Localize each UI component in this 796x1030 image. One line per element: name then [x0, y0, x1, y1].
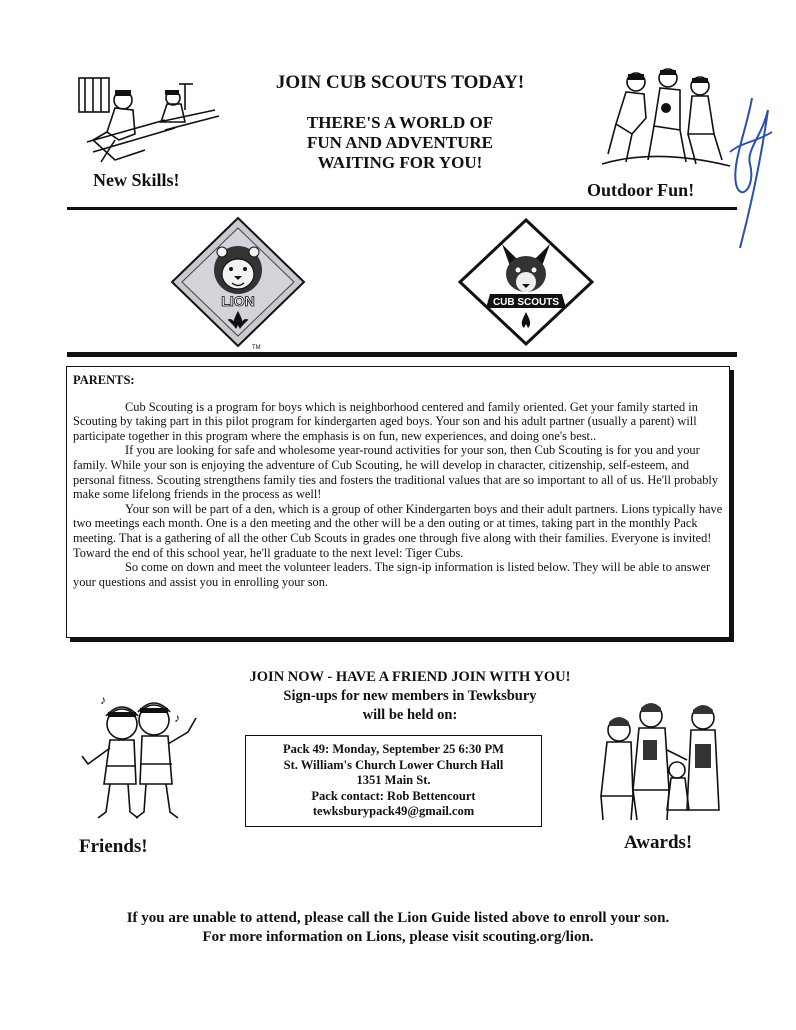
signup-email[interactable]: tewksburypack49@gmail.com — [312, 804, 475, 818]
parents-paragraph: So come on down and meet the volunteer leaders. The sign-ip information is listed below. They will be able to answer your questions and assist you in enrolling your son. — [73, 560, 711, 589]
headline: JOIN CUB SCOUTS TODAY! — [275, 72, 525, 93]
footer — [40, 909, 756, 947]
signup-date: Pack 49: Monday, September 25 6:30 PM — [283, 742, 504, 756]
join-now-line: Sign-ups for new members in Tewksbury — [283, 688, 537, 704]
join-now-block — [210, 668, 610, 725]
parents-paragraph: If you are looking for safe and wholesome year-round activities for your son, then Cub Scouting is for you and your family. While your son is enjoying the adventure of Cub Scouting, he will develop in character, citizenship, self-esteem, and personal fitness. Scouting strengthens family ties and fosters the traditional values that are so important to all of us. He'll probably make some lifelong friends in the process as well! — [73, 443, 719, 502]
svg-text:♪: ♪ — [100, 693, 106, 707]
friends-caption: Friends! — [79, 836, 148, 857]
parents-paragraph: Cub Scouting is a program for boys which is neighborhood centered and family oriented. Get your family started in Scouting by taking part in this pilot program for kindergarten aged boys. Your son and his adult partner (usually a parent) will participate together in this program where the emphasis is on fun, new experiences, and doing one's best.. — [73, 399, 698, 443]
handwritten-mark — [722, 92, 776, 252]
subhead-line: WAITING FOR YOU! — [317, 153, 483, 172]
friends-illustration — [70, 688, 210, 828]
new-skills-caption: New Skills! — [93, 170, 180, 190]
outdoor-fun-caption: Outdoor Fun! — [587, 180, 695, 200]
awards-illustration — [593, 700, 733, 822]
new-skills-illustration — [75, 70, 225, 170]
svg-text:♪: ♪ — [174, 711, 180, 725]
footer-line: For more information on Lions, please visit scouting.org/lion. — [202, 929, 594, 945]
join-now-line: JOIN NOW - HAVE A FRIEND JOIN WITH YOU! — [249, 669, 571, 685]
awards-caption: Awards! — [624, 832, 693, 853]
parents-box — [66, 366, 730, 638]
cub-scouts-badge — [456, 218, 596, 348]
top-rule — [67, 207, 737, 210]
lion-badge — [170, 216, 310, 350]
outdoor-fun-illustration — [596, 64, 736, 174]
cub-scouts-badge-label: CUB SCOUTS — [492, 297, 560, 308]
signup-address: 1351 Main St. — [356, 773, 431, 787]
join-now-line: will be held on: — [362, 707, 458, 723]
signup-location: St. William's Church Lower Church Hall — [283, 757, 504, 772]
section-rule — [67, 352, 737, 357]
signup-info-box — [245, 735, 542, 827]
subhead-line: THERE'S A WORLD OF — [306, 113, 494, 132]
signup-contact: Pack contact: Rob Bettencourt — [311, 788, 476, 803]
subhead-line: FUN AND ADVENTURE — [306, 133, 494, 152]
lion-badge-label: LION — [221, 293, 255, 309]
parents-title: PARENTS: — [73, 373, 135, 387]
lion-badge-tm: TM — [252, 345, 261, 351]
subhead — [250, 113, 550, 173]
footer-line: If you are unable to attend, please call the Lion Guide listed above to enroll your son. — [126, 910, 670, 926]
parents-paragraph: Your son will be part of a den, which is a group of other Kindergarten boys and their adult partners. Lions typically have two meetings each month. One is a den meeting and the other will be a den outing or at times, taking part in the monthly Pack meeting. That is a gathering of all the other Cub Scouts in grades one through five along with their families. Everyone is invited! Toward the end of this school year, he'll graduate to the next level: Tiger Cubs. — [73, 501, 723, 560]
